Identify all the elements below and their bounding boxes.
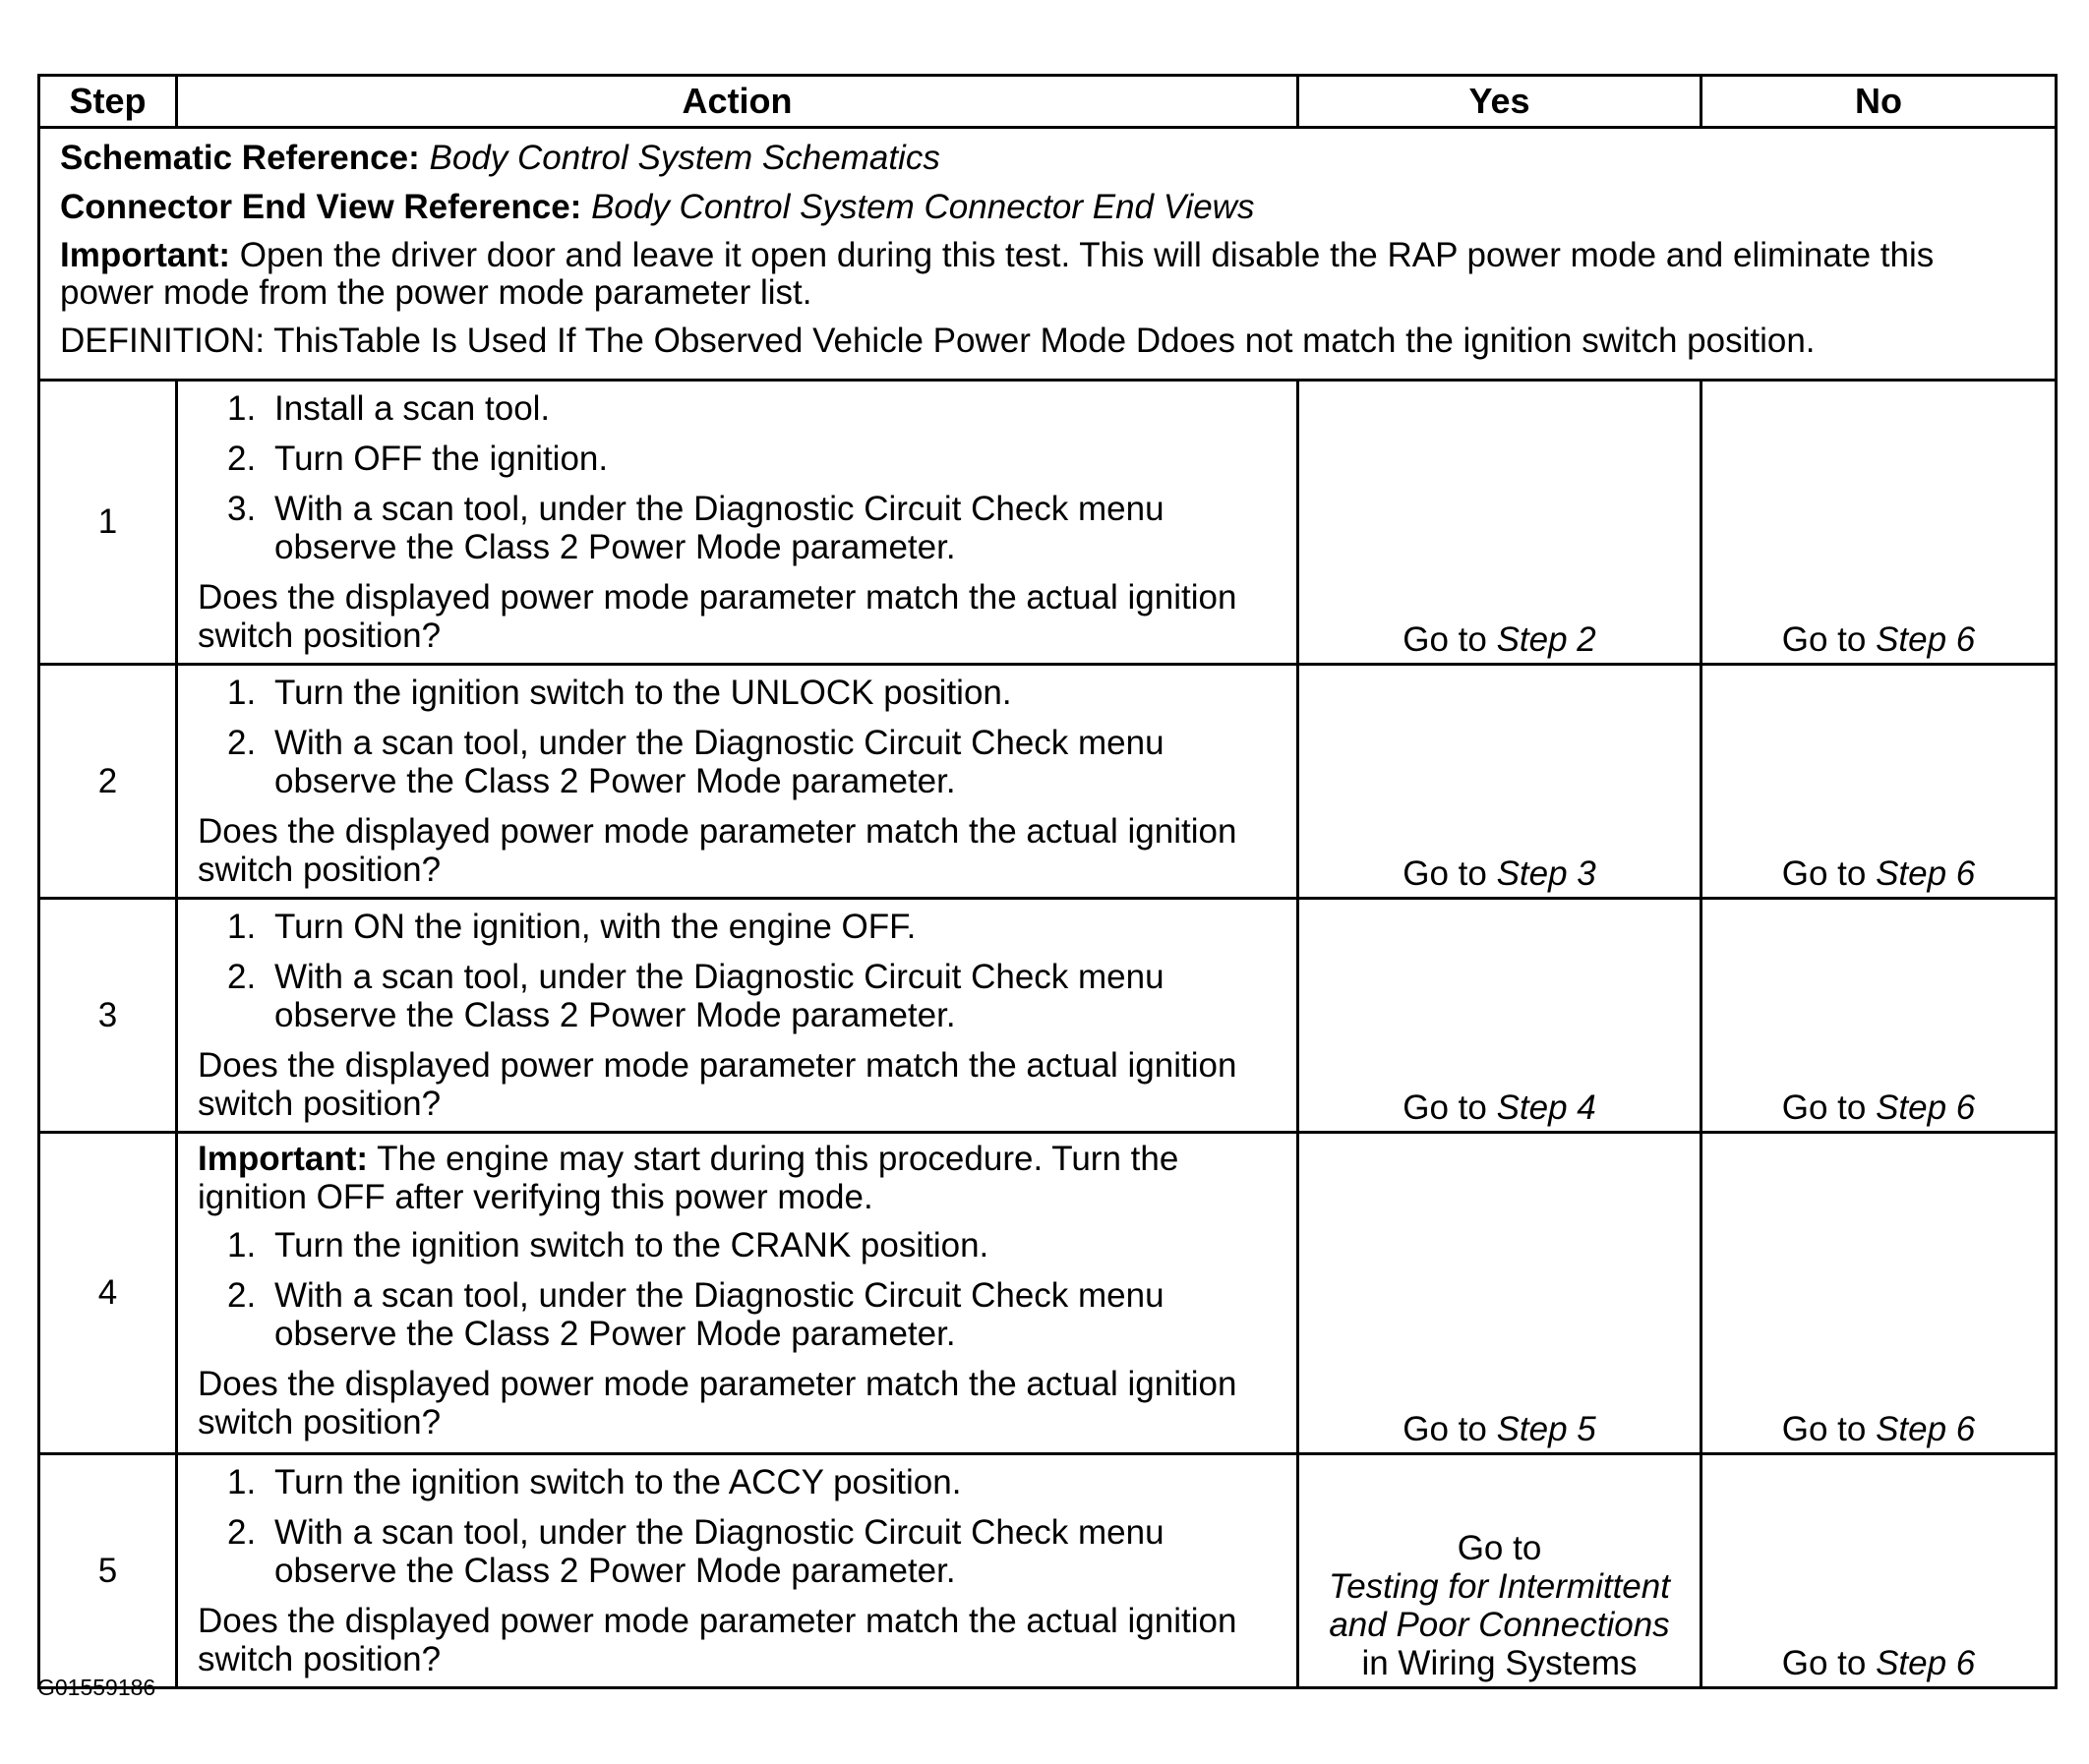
step-question: Does the displayed power mode parameter match the actual ignition switch position? (198, 578, 1237, 655)
diagnostic-document (37, 74, 2055, 1689)
important-label: Important: (60, 236, 231, 274)
no-prefix: Go to (1781, 1088, 1867, 1127)
list-text: With a scan tool, under the Diagnostic Circuit Check menu observe the Class 2 Power Mode parameter. (274, 958, 1164, 1034)
list-text: With a scan tool, under the Diagnostic Circuit Check menu observe the Class 2 Power Mode parameter. (274, 1513, 1164, 1590)
step-number: 4 (39, 1133, 177, 1454)
list-item (227, 440, 1277, 478)
step-number: 2 (39, 665, 177, 899)
list-item (227, 1226, 1277, 1264)
list-item (227, 389, 1277, 428)
list-number: 1. (227, 674, 257, 712)
step-important-label: Important: (198, 1140, 369, 1178)
list-text: Turn the ignition switch to the UNLOCK position. (274, 674, 1012, 712)
step-number: 1 (39, 381, 177, 665)
list-number: 2. (227, 1276, 257, 1315)
list-text: Install a scan tool. (274, 389, 551, 428)
list-number: 2. (227, 958, 257, 996)
list-text: Turn the ignition switch to the CRANK position. (274, 1226, 989, 1264)
list-number: 2. (227, 724, 257, 762)
yes-result (1298, 1133, 1701, 1454)
yes-result (1298, 381, 1701, 665)
list-number: 1. (227, 1463, 257, 1501)
list-text: With a scan tool, under the Diagnostic Circuit Check menu observe the Class 2 Power Mode parameter. (274, 1276, 1164, 1353)
step-row (39, 381, 2057, 665)
step-action (177, 665, 1298, 899)
step-number: 3 (39, 899, 177, 1133)
yes-link[interactable]: Step 3 (1496, 854, 1596, 893)
no-prefix: Go to (1781, 1644, 1867, 1682)
connector-label: Connector End View Reference: (60, 188, 582, 226)
step-question: Does the displayed power mode parameter match the actual ignition switch position? (198, 1365, 1237, 1441)
yes-link[interactable]: Testing for Intermittent and Poor Connections (1329, 1567, 1670, 1644)
header-step: Step (39, 76, 177, 128)
list-number: 1. (227, 389, 257, 428)
step-number: 5 (39, 1454, 177, 1688)
header-action: Action (177, 76, 1298, 128)
schematic-label: Schematic Reference: (60, 139, 420, 177)
yes-result (1298, 899, 1701, 1133)
list-text: With a scan tool, under the Diagnostic Circuit Check menu observe the Class 2 Power Mode parameter. (274, 724, 1164, 800)
step-row (39, 1454, 2057, 1688)
no-prefix: Go to (1781, 1410, 1867, 1448)
schematic-value: Body Control System Schematics (429, 139, 940, 177)
list-item (227, 1463, 1277, 1501)
no-link[interactable]: Step 6 (1876, 1088, 1976, 1127)
list-number: 1. (227, 908, 257, 946)
no-result (1701, 1454, 2057, 1688)
yes-suffix: in Wiring Systems (1361, 1644, 1638, 1682)
schematic-reference (60, 139, 2035, 178)
list-item (227, 1276, 1277, 1353)
list-item (227, 724, 1277, 800)
important-note (60, 237, 2035, 312)
header-no: No (1701, 76, 2057, 128)
step-question: Does the displayed power mode parameter match the actual ignition switch position? (198, 1602, 1237, 1678)
figure-id: G01559186 (37, 1675, 156, 1700)
no-result (1701, 1133, 2057, 1454)
yes-prefix: Go to (1403, 1410, 1487, 1448)
yes-prefix: Go to (1457, 1529, 1542, 1567)
step-action (177, 899, 1298, 1133)
yes-prefix: Go to (1403, 1088, 1487, 1127)
list-text: Turn the ignition switch to the ACCY position. (274, 1463, 962, 1501)
step-row (39, 1133, 2057, 1454)
step-action (177, 1133, 1298, 1454)
step-action (177, 381, 1298, 665)
no-result (1701, 899, 2057, 1133)
list-item (227, 490, 1277, 566)
step-row (39, 899, 2057, 1133)
yes-prefix: Go to (1403, 620, 1487, 659)
no-prefix: Go to (1781, 620, 1867, 659)
header-yes: Yes (1298, 76, 1701, 128)
no-link[interactable]: Step 6 (1876, 1644, 1976, 1682)
connector-value: Body Control System Connector End Views (591, 188, 1255, 226)
definition-note: DEFINITION: ThisTable Is Used If The Observed Vehicle Power Mode Ddoes not match the ignition switch position. (60, 322, 1816, 360)
step-question: Does the displayed power mode parameter match the actual ignition switch position? (198, 812, 1237, 889)
list-item (227, 1513, 1277, 1590)
yes-result (1298, 665, 1701, 899)
no-link[interactable]: Step 6 (1876, 1410, 1976, 1448)
step-question: Does the displayed power mode parameter match the actual ignition switch position? (198, 1046, 1237, 1123)
list-number: 2. (227, 1513, 257, 1552)
list-text: Turn ON the ignition, with the engine OFF. (274, 908, 917, 946)
step-important-note (198, 1140, 1277, 1216)
info-row (39, 128, 2057, 381)
list-number: 1. (227, 1226, 257, 1264)
no-link[interactable]: Step 6 (1876, 620, 1976, 659)
yes-link[interactable]: Step 2 (1496, 620, 1596, 659)
info-cell (39, 128, 2057, 381)
yes-link[interactable]: Step 5 (1496, 1410, 1596, 1448)
yes-prefix: Go to (1403, 854, 1487, 893)
list-text: With a scan tool, under the Diagnostic Circuit Check menu observe the Class 2 Power Mode parameter. (274, 490, 1164, 566)
yes-result (1298, 1454, 1701, 1688)
no-link[interactable]: Step 6 (1876, 854, 1976, 893)
connector-reference (60, 188, 2035, 227)
list-item (227, 674, 1277, 712)
step-important-text: The engine may start during this procedure. Turn the ignition OFF after verifying this power mode. (198, 1140, 1179, 1216)
list-number: 3. (227, 490, 257, 528)
diagnostic-table (37, 74, 2058, 1689)
no-result (1701, 381, 2057, 665)
header-row (39, 76, 2057, 128)
list-number: 2. (227, 440, 257, 478)
list-item (227, 958, 1277, 1034)
yes-link[interactable]: Step 4 (1496, 1088, 1596, 1127)
list-item (227, 908, 1277, 946)
step-action (177, 1454, 1298, 1688)
no-result (1701, 665, 2057, 899)
step-row (39, 665, 2057, 899)
important-text: Open the driver door and leave it open during this test. This will disable the RAP power mode and eliminate this power mode from the power mode parameter list. (60, 236, 1935, 312)
no-prefix: Go to (1781, 854, 1867, 893)
list-text: Turn OFF the ignition. (274, 440, 609, 478)
